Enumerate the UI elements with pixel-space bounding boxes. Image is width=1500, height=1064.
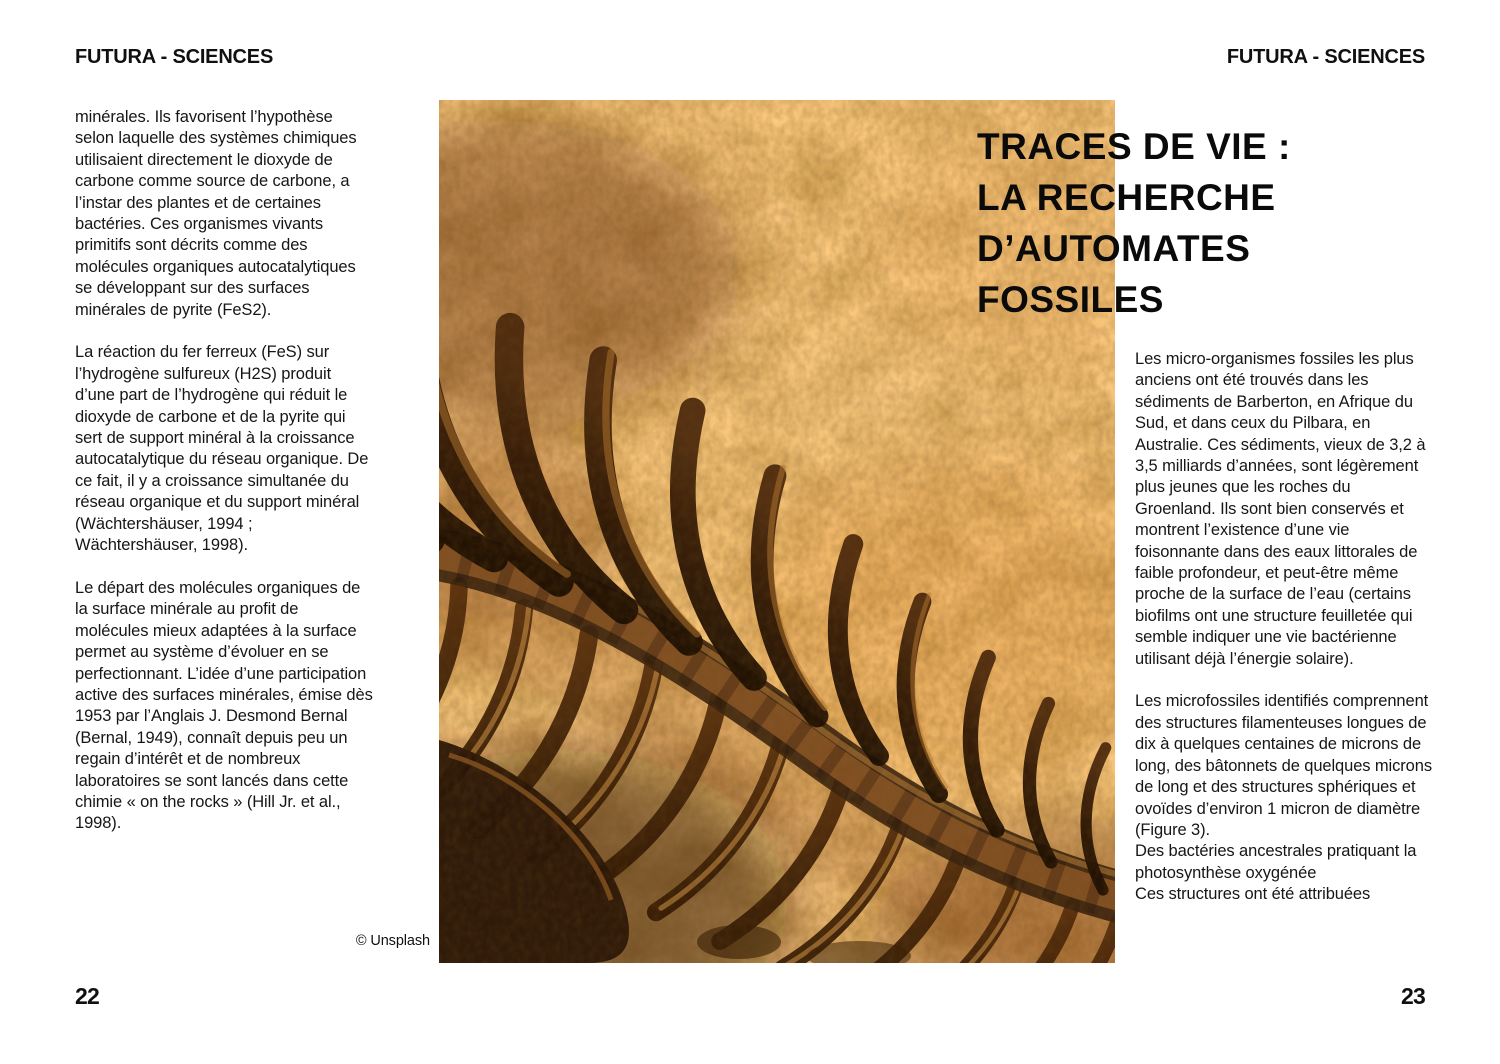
paragraph: Ces structures ont été attribuées bbox=[1135, 885, 1371, 904]
right-text-column bbox=[1135, 349, 1433, 906]
page-number-right: 23 bbox=[1401, 983, 1425, 1009]
paragraph: Les micro-organismes fossiles les plus anciens ont été trouvés dans les sédiments de Barberton, en Afrique du Sud, et dans ceux du Pilbara, en Australie. Ces sédiments, vieux de 3,2 à 3,5 milliards d’années, sont légèrement plus jeunes que les roches du Groenland. Ils sont bien conservés et montrent l’existence d’une vie foisonnante dans des eaux littorales de faible profondeur, et peut-être même proche de la surface de l’eau (certains biofilms ont une structure feuilletée qui semble indiquer une vie bactérienne utilisant déjà l’énergie solaire). bbox=[1135, 350, 1426, 668]
right-page-header: FUTURA - SCIENCES bbox=[1226, 46, 1425, 68]
page-number-left: 22 bbox=[75, 983, 99, 1009]
paragraph: Les microfossiles identifiés comprennent des structures filamenteuses longues de dix à quelques centaines de microns de long, des bâtonnets de quelques microns de long et des structures sphériques et ovoïdes d’environ 1 micron de diamètre (Figure 3). bbox=[1135, 692, 1432, 839]
photo-credit-caption: © Unsplash bbox=[355, 933, 430, 949]
paragraph: minérales. Ils favorisent l’hypothèse selon laquelle des systèmes chimiques utilisaient directement le dioxyde de carbone comme source de carbone, a l’instar des plantes et de certaines bactéries. Ces organismes vivants primitifs sont décrits comme des molécules organiques autocatalytiques se développant sur des surfaces minérales de pyrite (FeS2). bbox=[75, 108, 357, 319]
left-page-header: FUTURA - SCIENCES bbox=[75, 46, 274, 68]
article-title-line: D’AUTOMATES bbox=[977, 228, 1251, 269]
left-text-column bbox=[75, 107, 373, 835]
paragraph: La réaction du fer ferreux (FeS) sur l’hydrogène sulfureux (H2S) produit d’une part de l’hydrogène qui réduit le dioxyde de carbone et de la pyrite qui sert de support minéral à la croissance autocatalytique du réseau organique. De ce fait, il y a croissance simultanée du réseau organique et du support minéral (Wächtershäuser, 1994 ; Wächtershäuser, 1998). bbox=[75, 343, 369, 555]
article-title bbox=[977, 121, 1291, 325]
article-title-line: FOSSILES bbox=[977, 279, 1164, 320]
article-title-line: LA RECHERCHE bbox=[977, 177, 1276, 218]
article-title-line: TRACES DE VIE : bbox=[977, 126, 1291, 167]
paragraph: Le départ des molécules organiques de la surface minérale au profit de molécules mieux adaptées à la surface permet au système d’évoluer en se perfectionnant. L’idée d’une participation active des surfaces minérales, émise dès 1953 par l’Anglais J. Desmond Bernal (Bernal, 1949), connaît depuis peu un regain d’intérêt et de nombreux laboratoires se sont lancés dans cette chimie « on the rocks » (Hill Jr. et al., 1998). bbox=[75, 578, 373, 833]
paragraph: Des bactéries ancestrales pratiquant la photosynthèse oxygénée bbox=[1135, 842, 1417, 882]
